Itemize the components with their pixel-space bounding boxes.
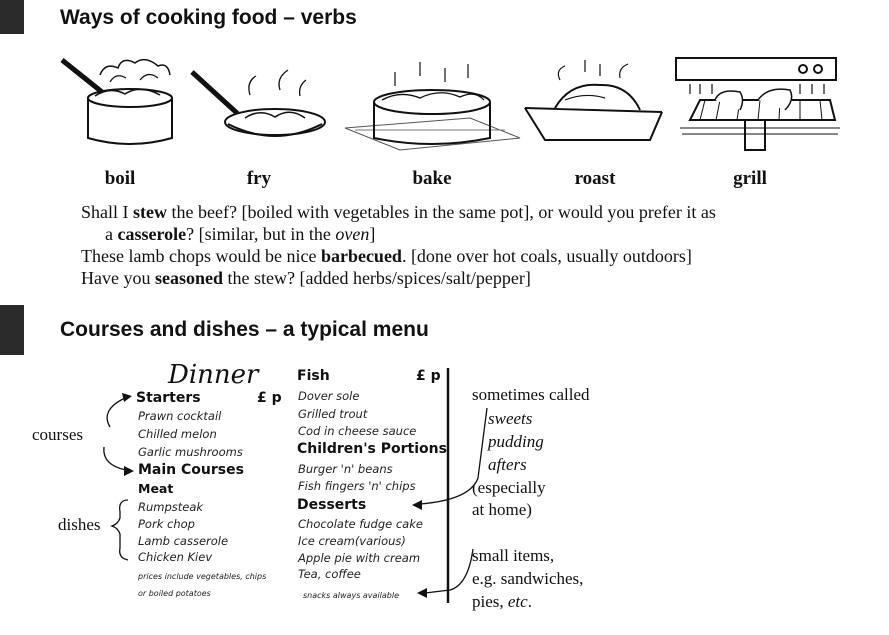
- term-casserole: casserole: [117, 224, 187, 244]
- price-footnote: or boiled potatoes: [138, 589, 211, 598]
- childrens-item: Fish fingers 'n' chips: [298, 479, 416, 493]
- alt-name-pudding: pudding: [488, 432, 544, 451]
- boil-pot-icon: [62, 60, 172, 144]
- fish-item: Dover sole: [298, 389, 360, 403]
- menu-card: [120, 360, 452, 610]
- label-bake: bake: [412, 168, 452, 189]
- starter-item: Prawn cocktail: [138, 409, 222, 423]
- roast-tin-icon: [525, 60, 662, 140]
- section-marker-2: [0, 305, 24, 355]
- starter-item: Chilled melon: [138, 427, 217, 441]
- label-grill: grill: [733, 168, 767, 189]
- small-items-example: e.g. sandwiches,: [472, 569, 584, 588]
- menu-title: Dinner: [168, 360, 259, 390]
- term-seasoned: seasoned: [154, 268, 223, 288]
- section-heading-courses: Courses and dishes – a typical menu: [60, 318, 429, 341]
- fry-pan-icon: [192, 70, 325, 136]
- meat-item: Rumpsteak: [138, 500, 204, 514]
- label-boil: boil: [104, 168, 136, 189]
- label-roast: roast: [574, 168, 616, 189]
- label-fry: fry: [246, 168, 272, 189]
- fish-heading: Fish: [297, 368, 330, 384]
- main-courses-heading: Main Courses: [138, 462, 244, 478]
- term-barbecued: barbecued: [320, 246, 402, 266]
- sentence-seasoned: Have you seasoned the stew? [added herbs/spices/salt/pepper]: [81, 268, 531, 288]
- currency-left: £ p: [257, 390, 282, 406]
- snacks-note: snacks always available: [303, 591, 400, 600]
- starter-item: Garlic mushrooms: [138, 445, 243, 459]
- dessert-item: Chocolate fudge cake: [298, 517, 423, 531]
- bake-dish-icon: [345, 62, 520, 150]
- grill-icon: [676, 58, 840, 150]
- small-items-pies: pies, etc.: [472, 592, 532, 611]
- sentence-stew: Shall I stew the beef? [boiled with vegetables in the same pot], or would you prefer it as: [81, 202, 716, 222]
- dessert-item: Apple pie with cream: [298, 551, 421, 565]
- sentence-casserole: a casserole? [similar, but in the oven]: [105, 224, 376, 244]
- desserts-heading: Desserts: [297, 497, 367, 513]
- price-footnote: prices include vegetables, chips: [138, 572, 267, 581]
- courses-label: courses: [32, 425, 83, 444]
- alt-name-sweets: sweets: [488, 409, 533, 428]
- at-home-note: at home): [472, 500, 532, 519]
- fish-item: Cod in cheese sauce: [298, 424, 417, 438]
- dessert-item: Tea, coffee: [298, 567, 361, 581]
- meat-item: Chicken Kiev: [138, 550, 213, 564]
- small-items: small items,: [472, 546, 555, 565]
- starters-heading: Starters: [136, 390, 201, 406]
- sentence-barbecued: These lamb chops would be nice barbecued. [done over hot coals, usually outdoors]: [81, 246, 692, 266]
- alt-name-afters: afters: [488, 455, 527, 474]
- dessert-item: Ice cream(various): [298, 534, 406, 548]
- sometimes-called: sometimes called: [472, 385, 590, 404]
- childrens-item: Burger 'n' beans: [298, 462, 393, 476]
- meat-item: Lamb casserole: [138, 534, 229, 548]
- illustrations: [0, 0, 889, 170]
- fish-item: Grilled trout: [298, 407, 368, 421]
- currency-right: £ p: [416, 368, 441, 384]
- meat-heading: Meat: [138, 481, 174, 496]
- section-heading-cooking-verbs: Ways of cooking food – verbs: [60, 6, 357, 29]
- term-stew: stew: [133, 202, 167, 222]
- dishes-label: dishes: [58, 515, 101, 534]
- childrens-heading: Children's Portions: [297, 441, 447, 457]
- especially-note: (especially: [472, 478, 546, 497]
- meat-item: Pork chop: [138, 517, 195, 531]
